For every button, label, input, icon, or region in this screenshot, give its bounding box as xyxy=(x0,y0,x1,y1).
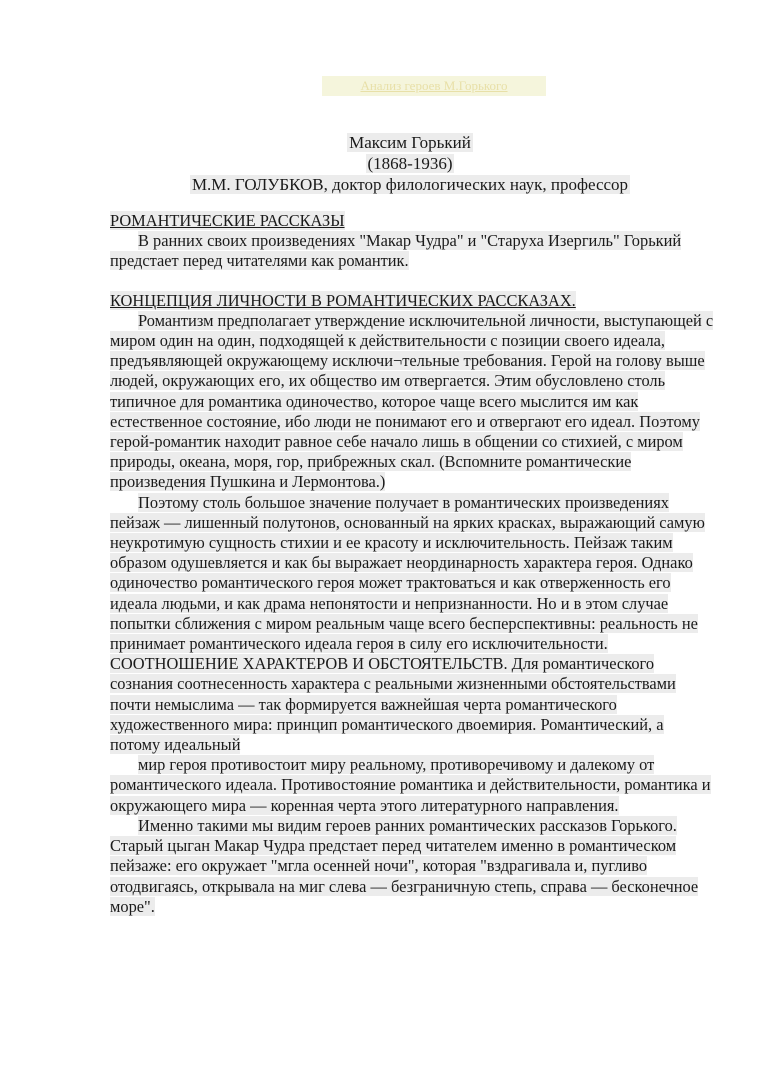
paragraph-relation-1: СООТНОШЕНИЕ ХАРАКТЕРОВ И ОБСТОЯТЕЛЬСТВ. Для романтического сознания соотнесенность характера с реальными жизненными обстоятельствами почти немыслима — так формируется важнейшая черта романтического художественного мира: принцип романтического двоемирия. Романтический, а потому идеальный xyxy=(110,654,676,755)
article-body xyxy=(110,211,714,917)
paragraph-romantic: В ранних своих произведениях "Макар Чудра" и "Старуха Изергиль" Горький предстает перед читателями как романтик. xyxy=(110,231,682,271)
title-block xyxy=(110,132,710,195)
paragraph-concept-2: Поэтому столь большое значение получает в романтических произведениях пейзаж — лишенный полутонов, основанный на ярких красках, выражающий самую неукротимую сущность стихии и ее красоту и исключительность. Пейзаж таким образом одушевляется и как бы выражает неординарность характера героя. Однако одиночество романтического героя может трактоваться и как отверженность его идеала людьми, и как драма непонятости и непризнанности. Но и в этом случае попытки сближения с миром реальным чаще всего бесперспективны: реальность не принимает романтического идеала героя в силу его исключительности. xyxy=(110,492,705,654)
spacer xyxy=(110,272,714,291)
top-link[interactable]: Анализ героев М.Горького xyxy=(322,76,546,96)
paragraph-concept-1: Романтизм предполагает утверждение исключительной личности, выступающей с миром один на один, подходящей к действительности с позиции своего идеала, предъявляющей окружающему исключи¬тельные требования. Герой на голову выше людей, окружающих его, их общество им отвергается. Этим обусловлено столь типичное для романтика одиночество, которое чаще всего мыслится им как естественное состояние, ибо люди не понимают его и отвергают его идеал. Поэтому герой-романтик находит равное себе начало лишь в общении со стихией, с миром природы, океана, моря, гор, прибрежных скал. (Вспомните романтические произведения Пушкина и Лермонтова.) xyxy=(110,310,714,492)
section-heading-romantic: РОМАНТИЧЕСКИЕ РАССКАЗЫ xyxy=(110,211,345,230)
section-heading-concept: КОНЦЕПЦИЯ ЛИЧНОСТИ В РОМАНТИЧЕСКИХ РАССКАЗАХ. xyxy=(110,290,576,310)
author-years: (1868-1936) xyxy=(367,154,453,173)
article-byline: М.М. ГОЛУБКОВ, доктор филологических наук, профессор xyxy=(191,175,629,194)
paragraph-relation-3: Именно такими мы видим героев ранних романтических рассказов Горького. Старый цыган Макар Чудра предстает перед читателем именно в романтическом пейзаже: его окружает "мгла осенней ночи", которая "вздрагивала и, пугливо отодвигаясь, открывала на миг слева — безграничную степь, справа — бесконечное море". xyxy=(110,815,699,916)
paragraph-relation-2: мир героя противостоит миру реальному, противоречивому и далекому от романтического идеала. Противостояние романтика и действительности, романтика и окружающего мира — коренная черта этого литературного направления. xyxy=(110,755,711,815)
author-name: Максим Горький xyxy=(349,133,471,152)
